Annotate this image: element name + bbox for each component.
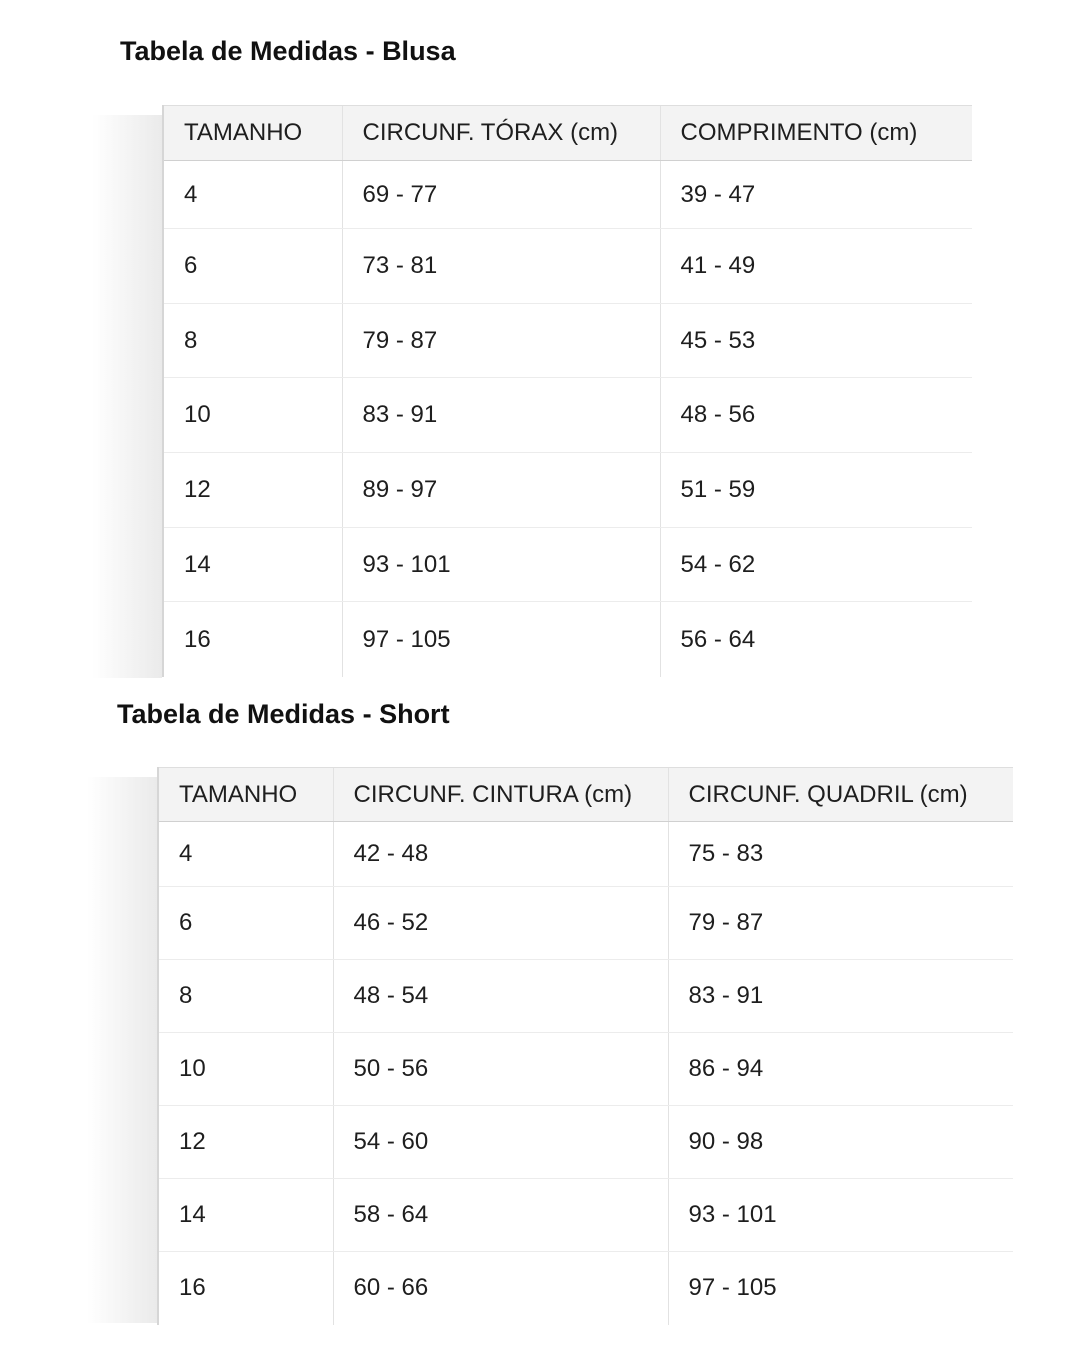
table-row	[163, 527, 972, 602]
size-cell: 6	[163, 229, 342, 304]
size-cell: 12	[158, 1106, 333, 1179]
table-row	[158, 1252, 1013, 1325]
waist-cell: 42 - 48	[333, 822, 668, 887]
table-row	[158, 1033, 1013, 1106]
length-cell: 48 - 56	[660, 378, 972, 453]
chest-cell: 73 - 81	[342, 229, 660, 304]
length-cell: 39 - 47	[660, 161, 972, 229]
size-cell: 14	[158, 1179, 333, 1252]
table-row	[163, 378, 972, 453]
size-cell: 10	[158, 1033, 333, 1106]
table-row	[163, 229, 972, 304]
table-row	[158, 960, 1013, 1033]
hip-cell: 93 - 101	[668, 1179, 1013, 1252]
size-cell: 16	[158, 1252, 333, 1325]
table-row	[158, 1106, 1013, 1179]
short-table-container	[157, 767, 1013, 1323]
short-header-cintura: CIRCUNF. CINTURA (cm)	[333, 768, 668, 822]
hip-cell: 75 - 83	[668, 822, 1013, 887]
waist-cell: 60 - 66	[333, 1252, 668, 1325]
table-row	[158, 887, 1013, 960]
short-header-tamanho: TAMANHO	[158, 768, 333, 822]
table-row	[158, 1179, 1013, 1252]
chest-cell: 93 - 101	[342, 527, 660, 602]
waist-cell: 50 - 56	[333, 1033, 668, 1106]
size-cell: 8	[163, 303, 342, 378]
blusa-header-torax: CIRCUNF. TÓRAX (cm)	[342, 106, 660, 161]
size-cell: 6	[158, 887, 333, 960]
length-cell: 51 - 59	[660, 453, 972, 528]
table-row	[163, 602, 972, 677]
size-cell: 16	[163, 602, 342, 677]
size-cell: 8	[158, 960, 333, 1033]
table-row	[163, 303, 972, 378]
short-header-row	[158, 768, 1013, 822]
table-row	[163, 453, 972, 528]
table-row	[158, 822, 1013, 887]
size-cell: 10	[163, 378, 342, 453]
blusa-size-table	[162, 105, 972, 677]
size-cell: 4	[163, 161, 342, 229]
hip-cell: 90 - 98	[668, 1106, 1013, 1179]
short-header-quadril: CIRCUNF. QUADRIL (cm)	[668, 768, 1013, 822]
waist-cell: 46 - 52	[333, 887, 668, 960]
waist-cell: 54 - 60	[333, 1106, 668, 1179]
hip-cell: 86 - 94	[668, 1033, 1013, 1106]
blusa-header-comprimento: COMPRIMENTO (cm)	[660, 106, 972, 161]
blusa-header-tamanho: TAMANHO	[163, 106, 342, 161]
size-cell: 12	[163, 453, 342, 528]
chest-cell: 89 - 97	[342, 453, 660, 528]
length-cell: 41 - 49	[660, 229, 972, 304]
length-cell: 45 - 53	[660, 303, 972, 378]
table-row	[163, 161, 972, 229]
size-cell: 4	[158, 822, 333, 887]
chest-cell: 69 - 77	[342, 161, 660, 229]
hip-cell: 79 - 87	[668, 887, 1013, 960]
blusa-header-row	[163, 106, 972, 161]
chest-cell: 83 - 91	[342, 378, 660, 453]
blusa-table-title: Tabela de Medidas - Blusa	[120, 36, 456, 66]
hip-cell: 97 - 105	[668, 1252, 1013, 1325]
chest-cell: 79 - 87	[342, 303, 660, 378]
blusa-table-container	[162, 105, 972, 678]
waist-cell: 58 - 64	[333, 1179, 668, 1252]
size-cell: 14	[163, 527, 342, 602]
hip-cell: 83 - 91	[668, 960, 1013, 1033]
length-cell: 56 - 64	[660, 602, 972, 677]
waist-cell: 48 - 54	[333, 960, 668, 1033]
short-size-table	[157, 767, 1013, 1325]
length-cell: 54 - 62	[660, 527, 972, 602]
short-table-title: Tabela de Medidas - Short	[117, 699, 450, 729]
chest-cell: 97 - 105	[342, 602, 660, 677]
